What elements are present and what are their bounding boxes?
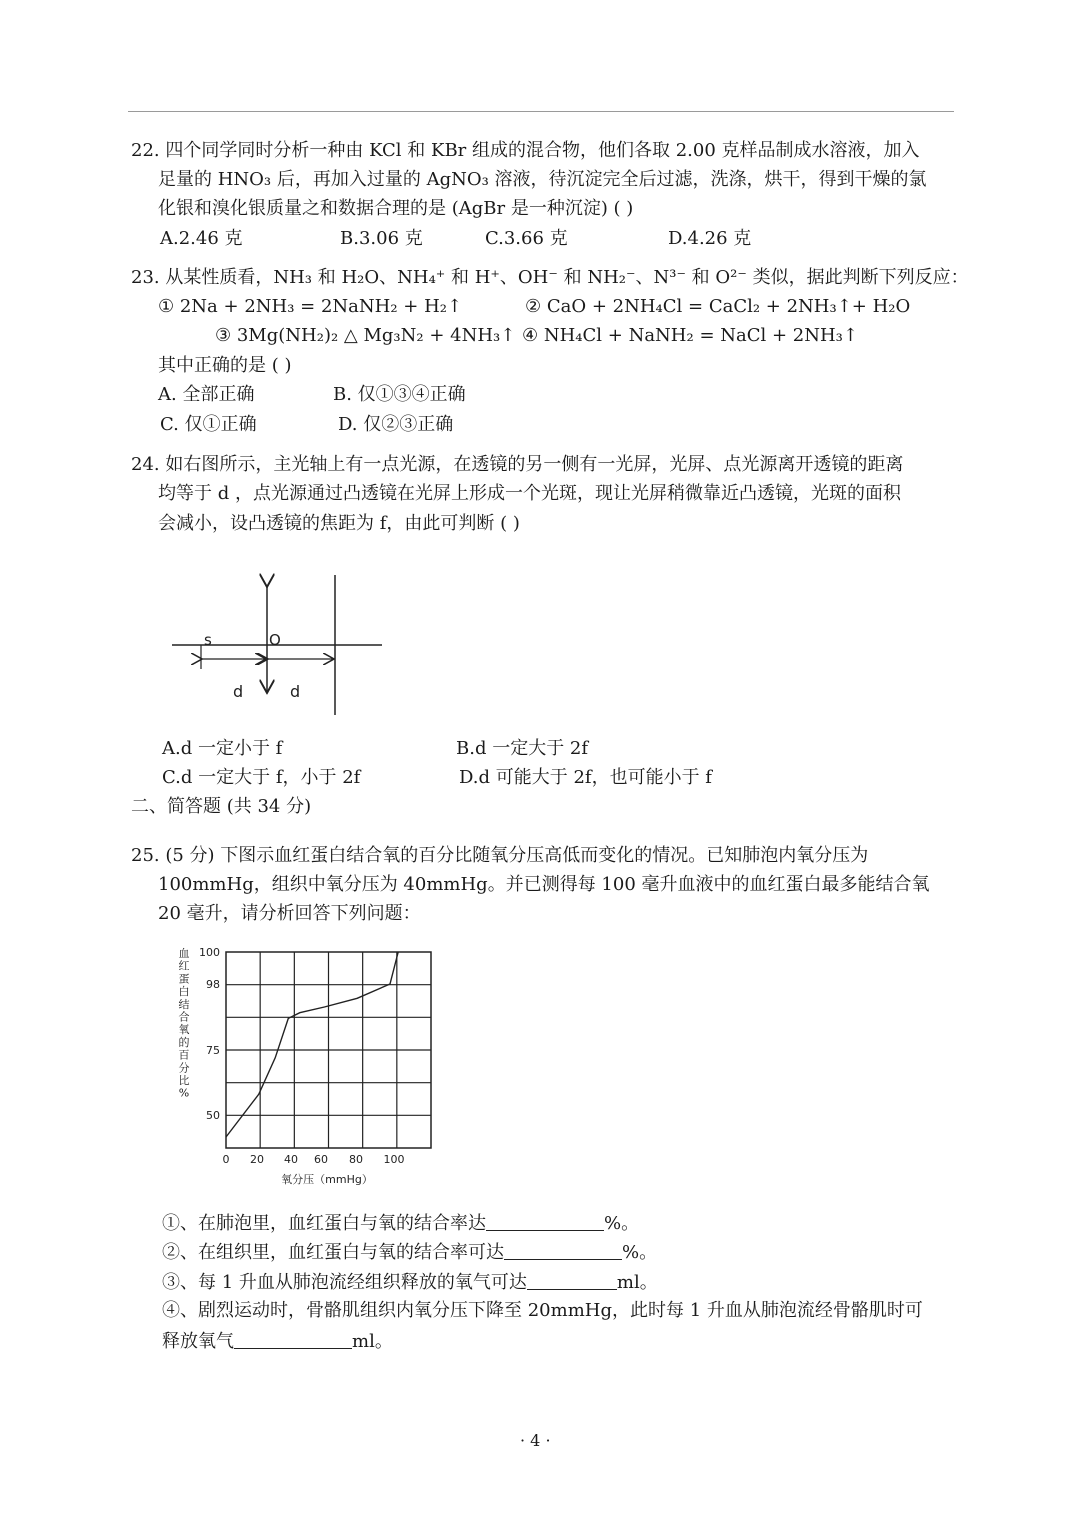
q25-sub4-blank[interactable] — [234, 1330, 352, 1349]
q25-sub3-unit: ml。 — [616, 1272, 658, 1293]
y-axis-label-glyph: % — [178, 1086, 190, 1100]
q23-option-b: B. 仅①③④正确 — [333, 384, 466, 405]
q24-option-b: B.d 一定大于 2f — [456, 738, 589, 759]
q25-sub3 — [162, 1271, 658, 1294]
q25-sub2 — [162, 1241, 657, 1264]
q25-sub1-blank[interactable] — [486, 1212, 604, 1231]
y-axis-label-glyph: 蛋 — [178, 972, 190, 986]
y-axis-label-glyph: 的 — [178, 1035, 190, 1049]
distance-label-left: d — [233, 682, 244, 701]
x-tick-label: 60 — [314, 1153, 328, 1166]
y-axis-label — [179, 947, 190, 1100]
y-axis-label-glyph: 百 — [178, 1048, 190, 1062]
q22-line2: 足量的 HNO₃ 后，再加入过量的 AgNO₃ 溶液，待沉淀完全后过滤，洗涤，烘干，得到干燥的氯 — [158, 169, 927, 190]
x-tick-label: 20 — [250, 1153, 264, 1166]
x-tick-label: 80 — [349, 1153, 363, 1166]
q22-option-a: A.2.46 克 — [160, 228, 243, 249]
y-tick-labels — [199, 946, 220, 1122]
q25-sub1 — [162, 1212, 639, 1235]
q24-line2: 均等于 d ，点光源通过凸透镜在光屏上形成一个光斑，现让光屏稍微靠近凸透镜，光斑的面积 — [158, 483, 901, 504]
x-tick-label: 0 — [222, 1153, 230, 1166]
q22-option-b: B.3.06 克 — [340, 228, 423, 249]
q23-option-a: A. 全部正确 — [158, 384, 255, 405]
q22-option-d: D.4.26 克 — [668, 228, 752, 249]
q25-sub2-text: ②、在组织里，血红蛋白与氧的结合率可达 — [162, 1242, 504, 1263]
oxygen-dissociation-chart — [160, 935, 460, 1193]
top-rule — [128, 111, 954, 112]
lens-center-label: O — [269, 631, 281, 649]
chart-grid — [226, 952, 431, 1148]
q25-sub2-unit: %。 — [622, 1242, 658, 1263]
q24-option-d: D.d 可能大于 2f，也可能小于 f — [459, 767, 712, 788]
source-label: s — [204, 631, 212, 649]
page-number: · 4 · — [520, 1431, 551, 1450]
distance-label-right: d — [290, 682, 301, 701]
q25-sub1-text: ①、在肺泡里，血红蛋白与氧的结合率达 — [162, 1213, 486, 1234]
y-axis-label-glyph: 血 — [178, 947, 190, 960]
q25-sub2-blank[interactable] — [504, 1241, 622, 1260]
x-axis-label: 氧分压（mmHg） — [281, 1173, 373, 1186]
q24-line1: 24. 如右图所示，主光轴上有一点光源，在透镜的另一侧有一光屏，光屏、点光源离开透镜的距离 — [131, 454, 904, 475]
q24-line3: 会减小，设凸透镜的焦距为 f，由此可判断 ( ) — [158, 513, 520, 534]
q25-sub1-unit: %。 — [604, 1213, 640, 1234]
q23-reaction-3: ③ 3Mg(NH₂)₂ △ Mg₃N₂ + 4NH₃↑ — [215, 325, 516, 346]
q25-line2: 100mmHg，组织中氧分压为 40mmHg。并已测得每 100 毫升血液中的血红蛋白最多能结合氧 — [158, 874, 930, 895]
q22-line3: 化银和溴化银质量之和数据合理的是 (AgBr 是一种沉淀) ( ) — [158, 198, 634, 219]
q25-sub4-line1: ④、剧烈运动时，骨骼肌组织内氧分压下降至 20mmHg，此时每 1 升血从肺泡流经骨骼肌时可 — [162, 1300, 923, 1321]
section2-heading: 二、简答题 (共 34 分) — [131, 796, 312, 817]
q25-sub3-text: ③、每 1 升血从肺泡流经组织释放的氧气可达 — [162, 1272, 527, 1293]
q23-option-d: D. 仅②③正确 — [338, 414, 454, 435]
y-axis-label-glyph: 合 — [178, 1010, 190, 1024]
q22-line1: 22. 四个同学同时分析一种由 KCl 和 KBr 组成的混合物，他们各取 2.00 克样品制成水溶液，加入 — [131, 140, 920, 161]
q23-reaction-2: ② CaO + 2NH₄Cl = CaCl₂ + 2NH₃↑+ H₂O — [525, 296, 911, 317]
q24-option-a: A.d 一定小于 f — [162, 738, 283, 759]
y-axis-label-glyph: 红 — [178, 959, 190, 973]
x-tick-label: 40 — [284, 1153, 298, 1166]
q23-option-c: C. 仅①正确 — [160, 414, 257, 435]
q25-sub4-text: 释放氧气 — [162, 1331, 234, 1352]
q22-option-c: C.3.66 克 — [485, 228, 568, 249]
q25-line3: 20 毫升，请分析回答下列问题： — [158, 903, 421, 924]
y-axis-label-glyph: 结 — [178, 997, 190, 1011]
lens-diagram — [160, 565, 400, 725]
x-tick-label: 100 — [383, 1153, 405, 1166]
y-tick-label: 50 — [206, 1109, 220, 1122]
q23-reaction-1: ① 2Na + 2NH₃ = 2NaNH₂ + H₂↑ — [158, 296, 463, 317]
y-axis-label-glyph: 氧 — [178, 1023, 190, 1037]
q23-prompt: 其中正确的是 ( ) — [158, 355, 292, 376]
y-axis-label-glyph: 比 — [178, 1074, 190, 1087]
y-tick-label: 98 — [206, 978, 220, 991]
series-line — [226, 952, 398, 1137]
q24-option-c: C.d 一定大于 f，小于 2f — [162, 767, 361, 788]
q23-line1: 23. 从某性质看，NH₃ 和 H₂O、NH₄⁺ 和 H⁺、OH⁻ 和 NH₂⁻、N³⁻ 和 O²⁻ 类似，据此判断下列反应： — [131, 267, 969, 288]
q23-reaction-4: ④ NH₄Cl + NaNH₂ = NaCl + 2NH₃↑ — [522, 325, 858, 346]
q25-sub4-line2 — [162, 1330, 393, 1353]
y-tick-label: 100 — [199, 946, 220, 959]
q25-sub3-blank[interactable] — [527, 1271, 617, 1290]
q25-line1: 25. (5 分) 下图示血红蛋白结合氧的百分比随氧分压高低而变化的情况。已知肺泡内氧分压为 — [131, 845, 869, 866]
y-axis-label-glyph: 白 — [178, 985, 190, 999]
y-axis-label-glyph: 分 — [178, 1061, 190, 1075]
q25-sub4-unit: ml。 — [352, 1331, 393, 1352]
x-tick-labels — [223, 1153, 405, 1166]
y-tick-label: 75 — [206, 1044, 220, 1057]
